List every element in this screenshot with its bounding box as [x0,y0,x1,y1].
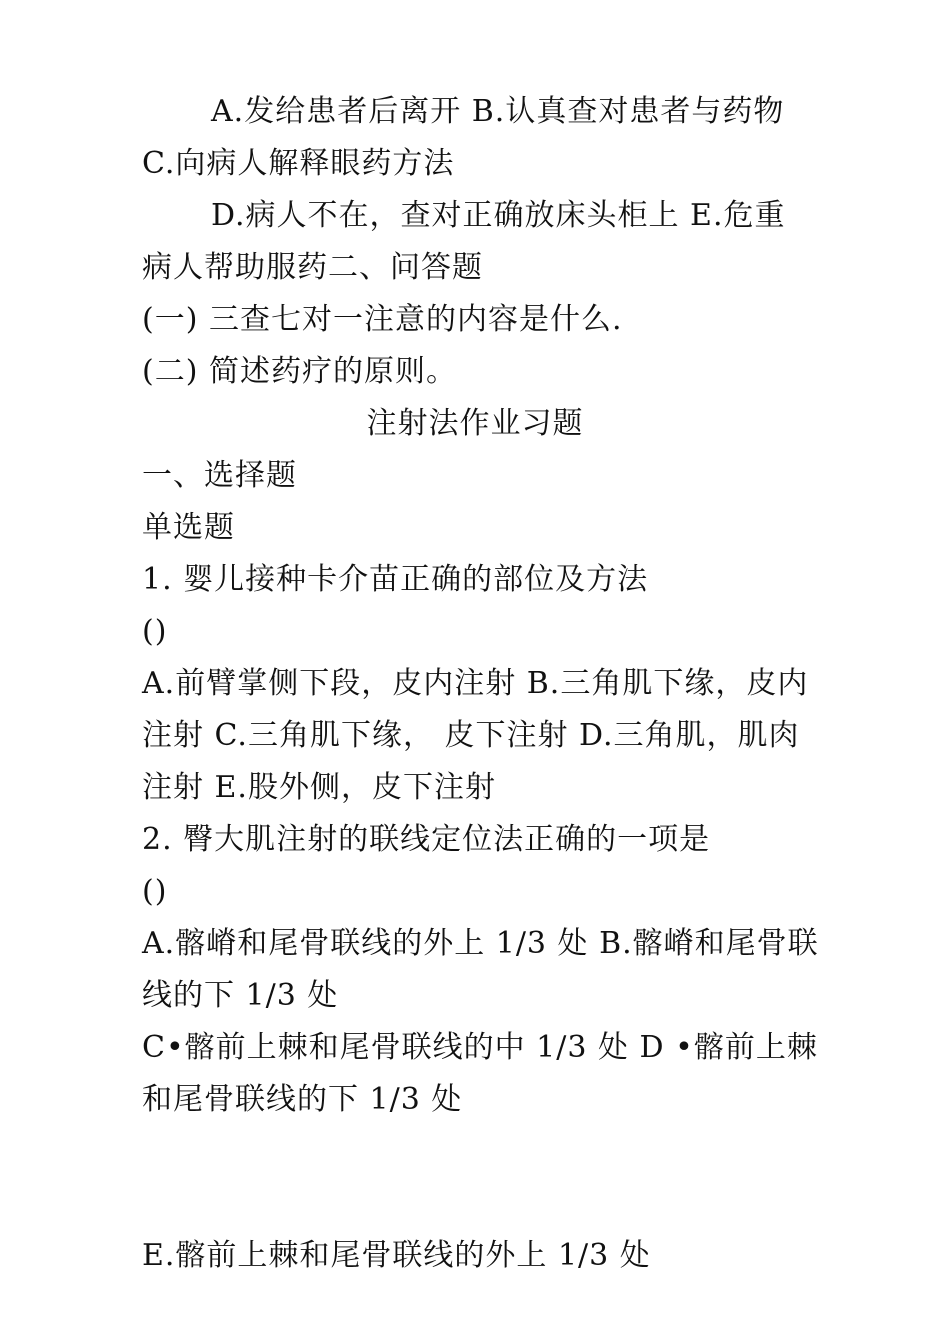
answer-options-line: 注射 E.股外侧，皮下注射 [142,770,496,805]
question-line: (二) 简述药疗的原则。 [142,354,457,389]
answer-blank: () [142,874,168,909]
section-title: 注射法作业习题 [366,406,584,441]
answer-options-line: E.髂前上棘和尾骨联线的外上 1/3 处 [142,1238,651,1273]
question-line: 2. 臀大肌注射的联线定位法正确的一项是 [142,822,711,857]
answer-options-line: 线的下 1/3 处 [142,978,339,1013]
subsection-heading: 单选题 [142,510,235,545]
question-line: 1. 婴儿接种卡介苗正确的部位及方法 [142,562,649,597]
section-heading: 一、选择题 [142,458,297,493]
answer-options-line: A.髂嵴和尾骨联线的外上 1/3 处 B.髂嵴和尾骨联 [142,926,819,961]
question-line: (一) 三查七对一注意的内容是什么. [142,302,623,337]
answer-options-line: 和尾骨联线的下 1/3 处 [142,1082,463,1117]
answer-options-line: D.病人不在，查对正确放床头柜上 E.危重 [211,198,786,233]
answer-options-line: 病人帮助服药二、问答题 [142,250,483,285]
answer-options-line: C•髂前上棘和尾骨联线的中 1/3 处 D •髂前上棘 [142,1030,818,1065]
answer-options-line: A.发给患者后离开 B.认真查对患者与药物 [211,94,785,129]
answer-blank: () [142,614,168,649]
answer-options-line: A.前臂掌侧下段，皮内注射 B.三角肌下缘，皮内 [142,666,809,701]
answer-options-line: C.向病人解释眼药方法 [142,146,455,181]
answer-options-line: 注射 C.三角肌下缘， 皮下注射 D.三角肌，肌肉 [142,718,800,753]
